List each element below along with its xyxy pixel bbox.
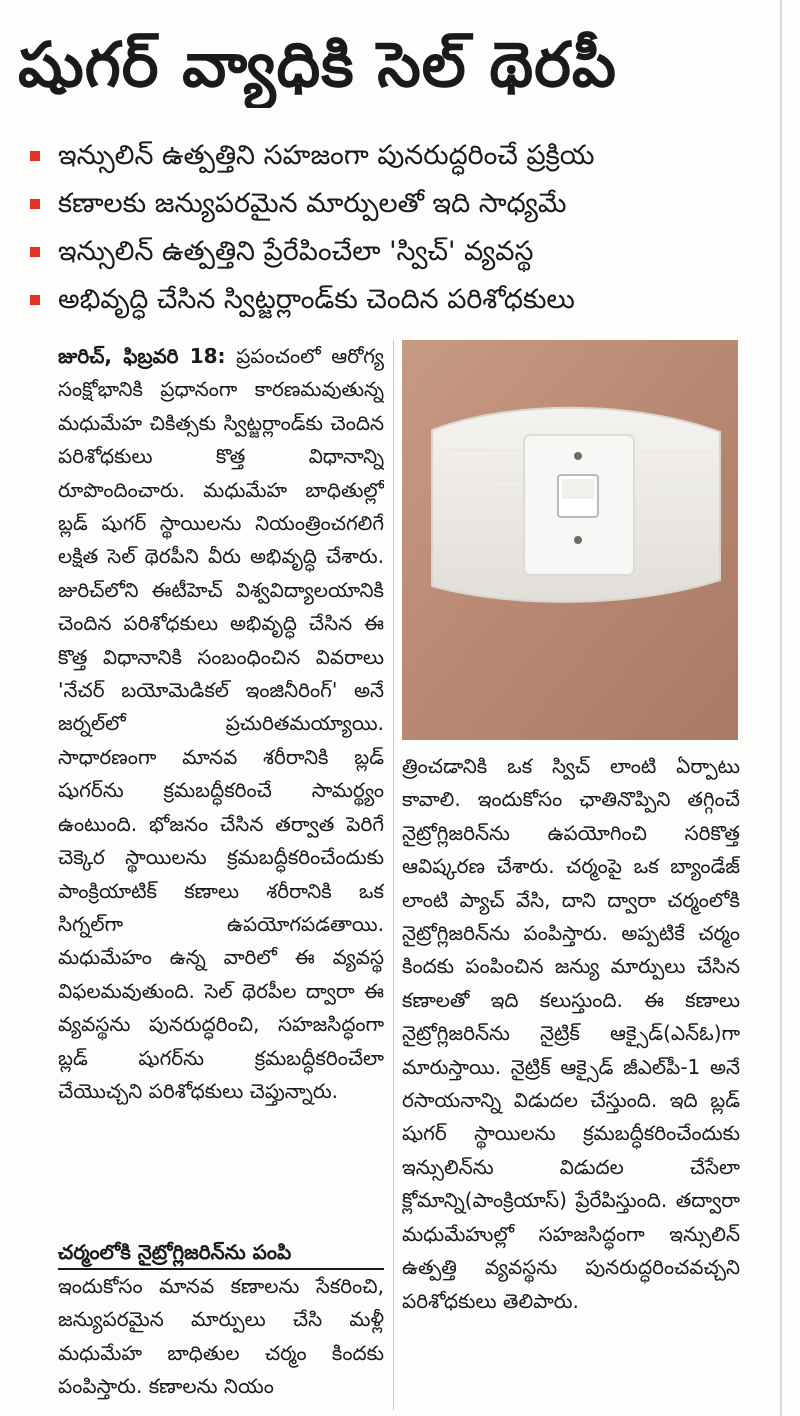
bandage-switch-patch-photo xyxy=(402,340,738,740)
article-body-text-2: ఇందుకోసం మానవ కణాలను సేకరించి, జన్యుపరమైన మార్పులు చేసి మళ్లీ మధుమేహ బాధితుల చర్మం కిందకు పంపిస్తారు. కణాలను నియం xyxy=(58,1274,384,1399)
highlight-text: కణాలకు జన్యుపరమైన మార్పులతో ఇది సాధ్యమే xyxy=(58,188,567,219)
highlight-item xyxy=(30,180,790,228)
article-column-right xyxy=(402,750,740,1410)
highlight-text: అభివృద్ధి చేసిన స్విట్జర్లాండ్‌కు చెందిన పరిశోధకులు xyxy=(58,284,575,315)
red-square-bullet-icon xyxy=(30,199,40,209)
highlights-list xyxy=(30,132,790,324)
highlight-item xyxy=(30,276,790,324)
highlight-item xyxy=(30,228,790,276)
headline: షుగర్ వ్యాధికి సెల్ థెరపీ xyxy=(18,28,617,101)
article-body-text: ప్రపంచంలో ఆరోగ్య సంక్షోభానికి ప్రధానంగా కారణమవుతున్న మధుమేహ చికిత్సకు స్విట్జర్లాండ్‌కు చెందిన పరిశోధకులు కొత్త విధానాన్ని రూపొందించారు. మధుమేహ బాధితుల్లో బ్లడ్ షుగర్ స్థాయిలను నియంత్రించగలిగే లక్షిత సెల్ థెరపీని వీరు అభివృద్ధి చేశారు. జురిచ్‌లోని ఈటీహెచ్ విశ్వవిద్యాలయానికి చెందిన పరిశోధకులు అభివృద్ధి చేసిన ఈ కొత్త విధానానికి సంబంధించిన వివరాలు 'నేచర్ బయోమెడికల్ ఇంజినీరింగ్' అనే జర్నల్‌లో ప్రచురితమయ్యాయి. సాధారణంగా మానవ శరీరానికి బ్లడ్ షుగర్‌ను క్రమబద్ధీకరించే సామర్థ్యం ఉంటుంది. భోజనం చేసిన తర్వాత పెరిగే చెక్కెర స్థాయిలను క్రమబద్ధీకరించేందుకు పాంక్రియాటిక్ కణాలు శరీరానికి ఒక సిగ్నల్‌గా ఉపయోగపడతాయి. మధుమేహం ఉన్న వారిలో ఈ వ్యవస్థ విఫలమవుతుంది. సెల్ థెరపీల ద్వారా ఈ వ్యవస్థను పునరుద్ధరించి, సహజసిద్ధంగా బ్లడ్ షుగర్‌ను క్రమబద్ధీకరించేలా చేయొచ్చని పరిశోధకులు చెప్తున్నారు. xyxy=(58,344,384,1103)
article-column-left xyxy=(58,340,384,1200)
section-subheading: చర్మంలోకి నైట్రోగ్లిజరిన్‌ను పంపి xyxy=(58,1236,384,1270)
dateline: జురిచ్, ఫిబ్రవరి 18: xyxy=(58,344,226,368)
column-divider xyxy=(393,340,394,1410)
photo-illustration xyxy=(402,340,738,740)
article-body-text-right: త్రించడానికి ఒక స్విచ్ లాంటి ఏర్పాటు కావాలి. ఇందుకోసం ఛాతినొప్పిని తగ్గించే నైట్రోగ్లిజరిన్‌ను ఉపయోగించి సరికొత్త ఆవిష్కరణ చేశారు. చర్మంపై ఒక బ్యాండేజ్ లాంటి ప్యాచ్ వేసి, దాని ద్వారా చర్మంలోకి నైట్రోగ్లిజరిన్‌ను పంపిస్తారు. అప్పటికే చర్మం కిందకు పంపించిన జన్యు మార్పులు చేసిన కణాలతో ఇది కలుస్తుంది. ఈ కణాలు నైట్రోగ్లిజరిన్‌ను నైట్రిక్ ఆక్సైడ్(ఎన్ఓ)గా మారుస్తాయి. నైట్రిక్ ఆక్సైడ్ జీఎల్‌పీ-1 అనే రసాయనాన్ని విడుదల చేస్తుంది. ఇది బ్లడ్ షుగర్ స్థాయిలను క్రమబద్ధీకరించేందుకు ఇన్సులిన్‌ను విడుదల చేసేలా క్లోమాన్ని(పాంక్రియాస్) ప్రేరేపిస్తుంది. తద్వారా మధుమేహుల్లో సహజసిద్ధంగా ఇన్సులిన్ ఉత్పత్తి వ్యవస్థను పునరుద్ధరించవచ్చని పరిశోధకులు తెలిపారు. xyxy=(402,754,740,1313)
red-square-bullet-icon xyxy=(30,295,40,305)
article-column-left-continued xyxy=(58,1270,384,1410)
red-square-bullet-icon xyxy=(30,247,40,257)
highlight-text: ఇన్సులిన్ ఉత్పత్తిని ప్రేరేపించేలా 'స్విచ్' వ్యవస్థ xyxy=(58,236,534,267)
highlight-text: ఇన్సులిన్ ఉత్పత్తిని సహజంగా పునరుద్ధరించే ప్రక్రియ xyxy=(58,140,595,171)
page-edge-shadow xyxy=(780,0,782,1416)
article-paragraph xyxy=(58,340,384,1108)
red-square-bullet-icon xyxy=(30,151,40,161)
highlight-item xyxy=(30,132,790,180)
